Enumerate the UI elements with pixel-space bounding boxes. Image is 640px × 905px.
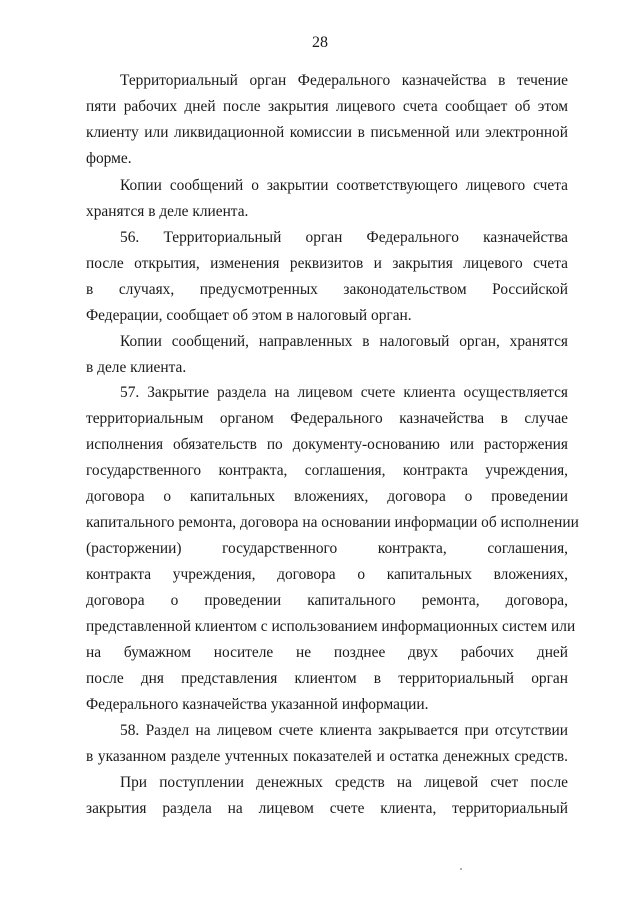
text-line: капитального ремонта, договора на основании информации об исполнении: [86, 514, 579, 531]
text-line: в указанном разделе учтенных показателей и остатка денежных средств.: [86, 748, 568, 765]
text-line: Копии сообщений, направленных в налоговый орган, хранятся: [120, 333, 568, 350]
text-line: Федерации, сообщает об этом в налоговый орган.: [86, 307, 412, 324]
text-line: Копии сообщений о закрытии соответствующего лицевого счета: [120, 177, 568, 194]
text-line: форме.: [86, 150, 132, 167]
scan-speck: [460, 868, 462, 870]
text-line: пяти рабочих дней после закрытия лицевого счета сообщает об этом: [86, 98, 568, 115]
text-line: в случаях, предусмотренных законодательством Российской: [86, 281, 568, 298]
text-line: 56. Территориальный орган Федерального казначейства: [120, 229, 568, 246]
text-line: (расторжении) государственного контракта, соглашения,: [86, 540, 568, 557]
text-line: на бумажном носителе не позднее двух рабочих дней: [86, 644, 568, 661]
text-line: договора о капитальных вложениях, договора о проведении: [86, 488, 568, 505]
text-line: При поступлении денежных средств на лицевой счет после: [120, 774, 568, 791]
text-line: 58. Раздел на лицевом счете клиента закрывается при отсутствии: [120, 722, 568, 739]
text-line: 57. Закрытие раздела на лицевом счете клиента осуществляется: [120, 384, 568, 401]
text-line: закрытия раздела на лицевом счете клиента, территориальный: [86, 800, 568, 817]
text-line: Федерального казначейства указанной информации.: [86, 696, 429, 713]
text-line: государственного контракта, соглашения, контракта учреждения,: [86, 462, 568, 479]
text-line: после дня представления клиентом в территориальный орган: [86, 670, 568, 687]
text-line: Территориальный орган Федерального казначейства в течение: [120, 72, 568, 89]
text-line: договора о проведении капитального ремонта, договора,: [86, 592, 568, 609]
text-line: контракта учреждения, договора о капитальных вложениях,: [86, 566, 568, 583]
text-line: клиенту или ликвидационной комиссии в письменной или электронной: [86, 124, 568, 141]
page-number: 28: [312, 34, 328, 51]
text-line: территориальным органом Федерального казначейства в случае: [86, 410, 568, 427]
text-line: после открытия, изменения реквизитов и закрытия лицевого счета: [86, 255, 568, 272]
text-line: исполнения обязательств по документу-основанию или расторжения: [86, 436, 568, 453]
text-line: представленной клиентом с использованием информационных систем или: [86, 618, 576, 635]
text-line: в деле клиента.: [86, 359, 187, 376]
text-line: хранятся в деле клиента.: [86, 203, 249, 220]
